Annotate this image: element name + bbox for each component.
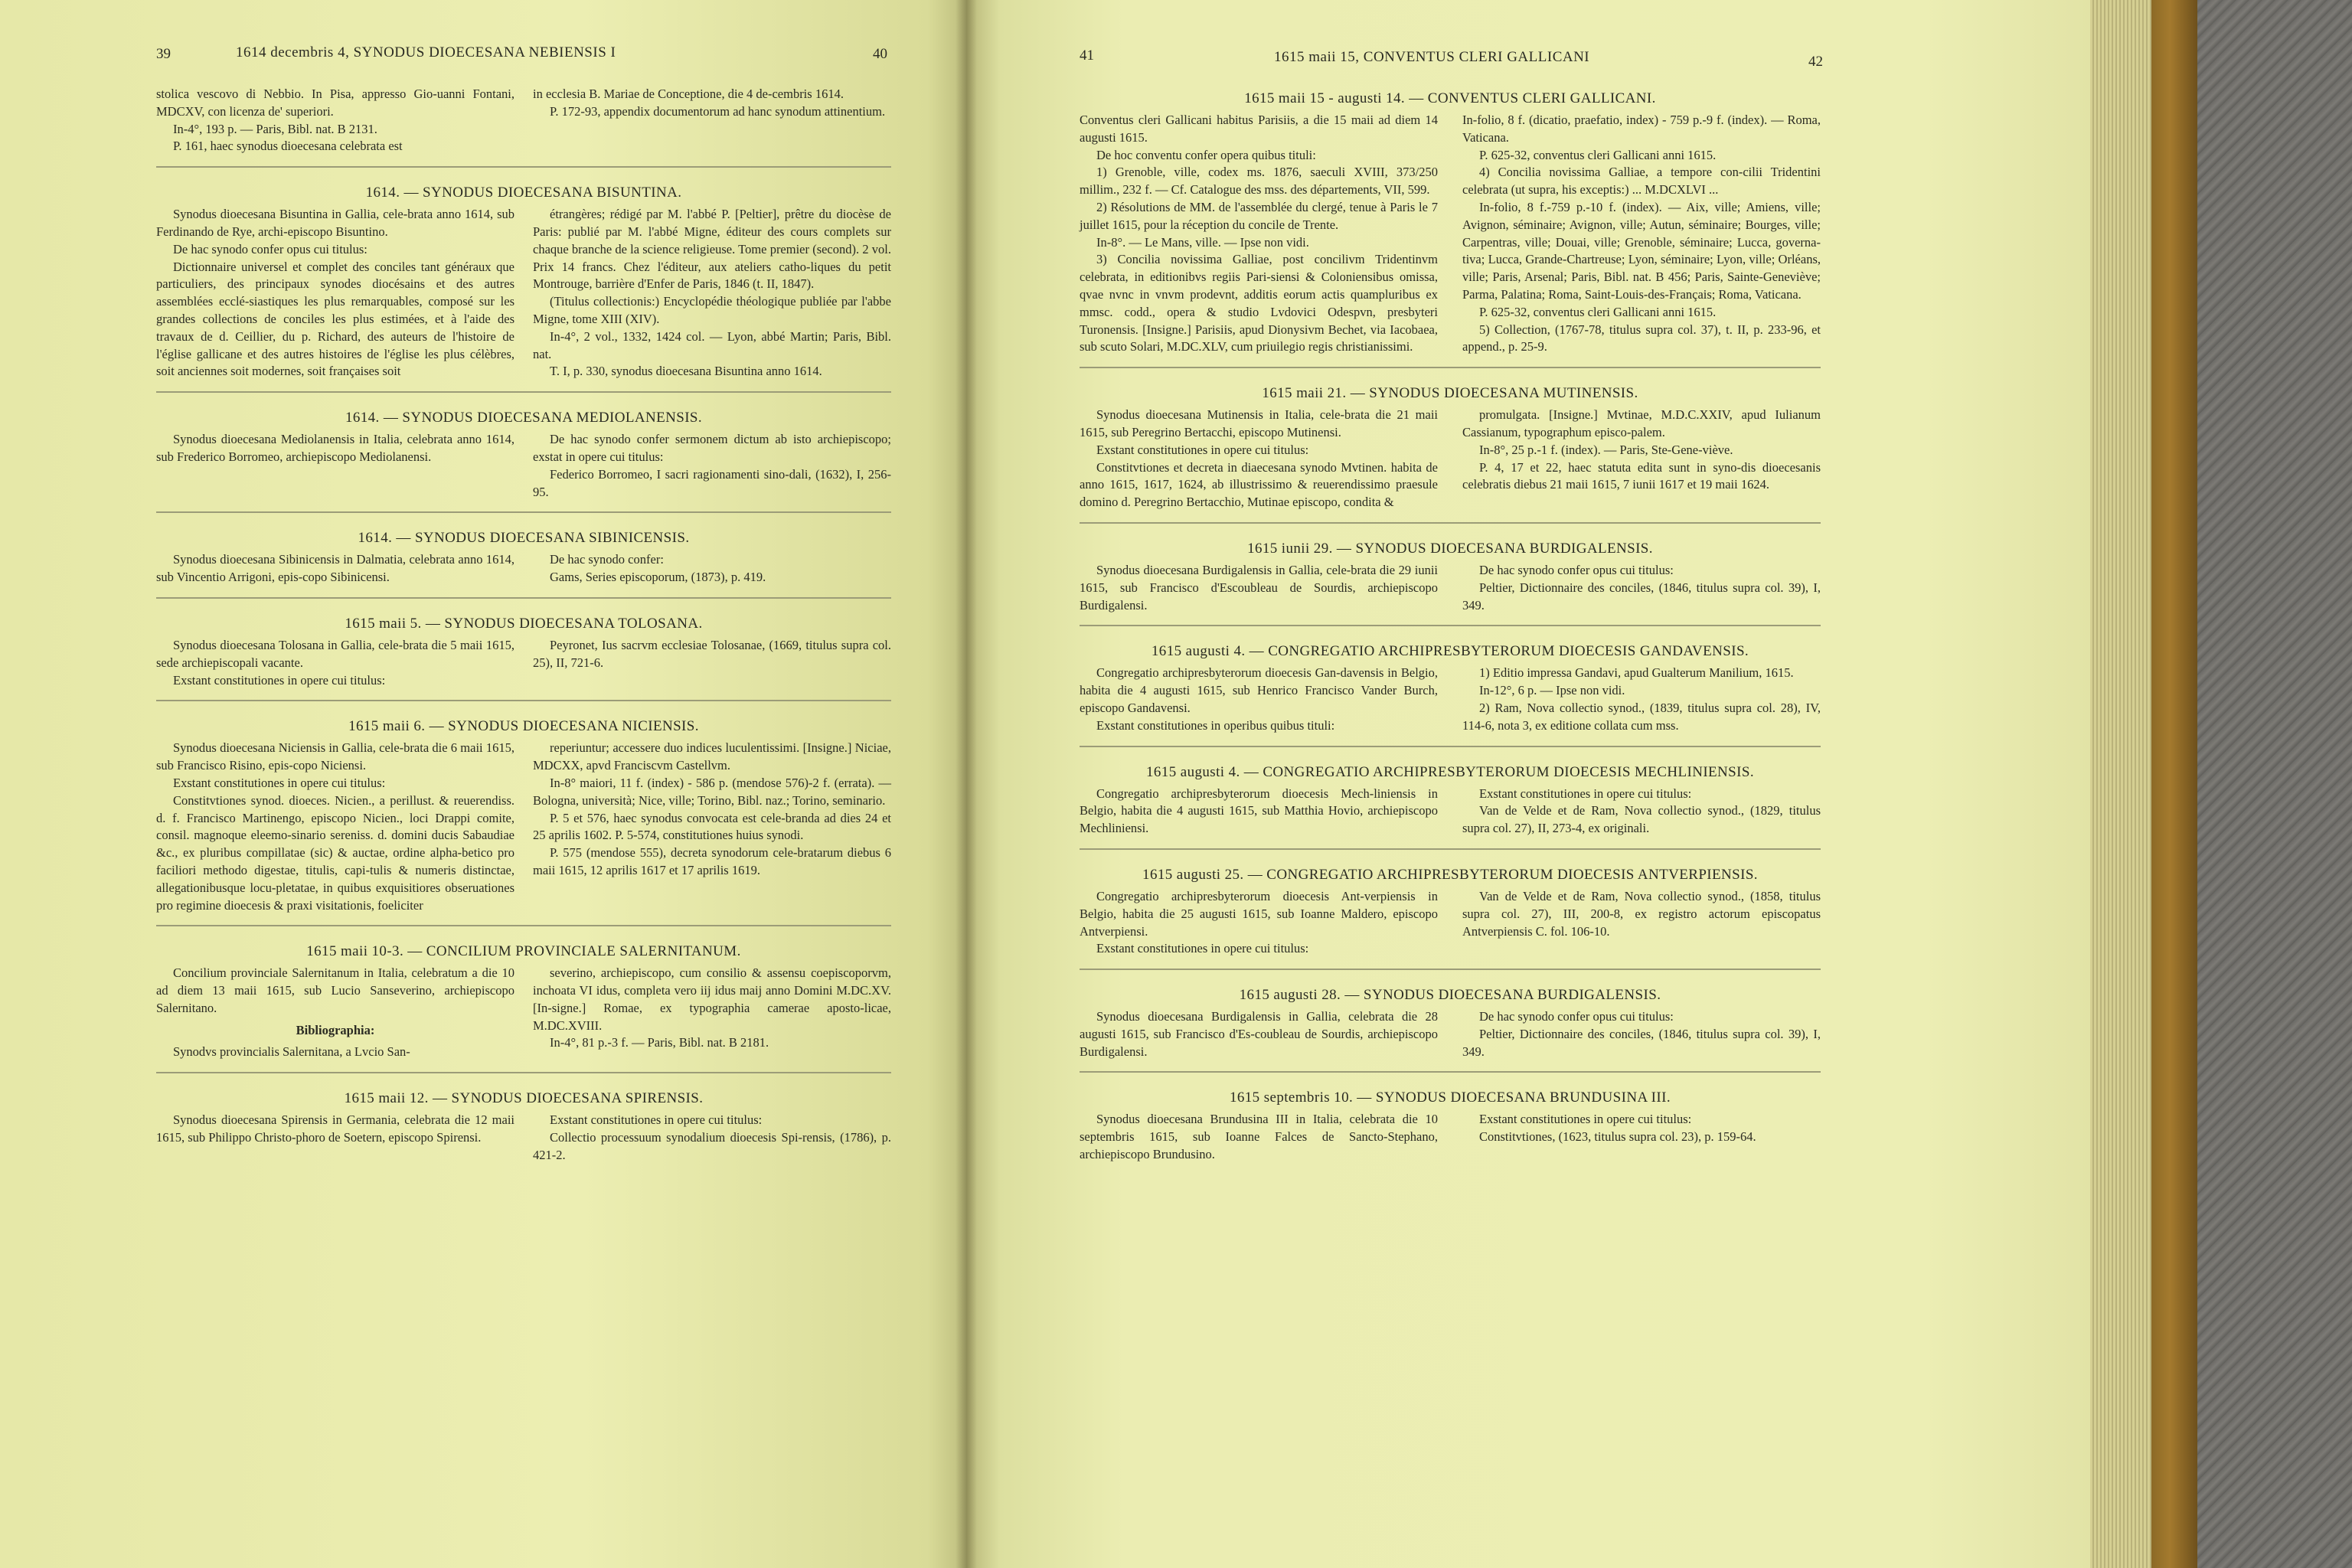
right-content [1080,90,1821,1164]
entry-columns [1080,1111,1821,1163]
entry-column-left [156,740,514,914]
paragraph: De hac synodo confer opus cui titulus: [1479,1009,1674,1024]
section-divider [1080,969,1821,970]
paragraph: Synodus dioecesana Brundusina III in Italia, celebrata die 10 septembris 1615, sub Ioanne Falces de Sancto-Stephano, archiepiscopo Brundusino. [1080,1112,1438,1162]
entry-column-right [1462,1111,1821,1163]
paragraph: P. 575 (mendose 555), decreta synodorum cele-bratarum diebus 6 maii 1615, 12 aprilis 1617 et 17 aprilis 1619. [533,845,891,877]
left-content [156,86,891,1165]
section-divider [1080,625,1821,626]
table-surface [2197,0,2352,1568]
entry-column-right [533,965,891,1061]
entry-column-right [1462,112,1821,356]
entry-heading: 1615 maii 12. — SYNODUS DIOECESANA SPIRENSIS. [344,1090,704,1107]
entry-column-left [1080,888,1438,958]
running-head: 1615 maii 15, CONVENTUS CLERI GALLICANI [1274,49,1590,65]
entry-heading: 1614. — SYNODUS DIOECESANA MEDIOLANENSIS. [345,410,703,426]
entry-block [1080,764,1821,838]
paragraph: Exstant constitutiones in opere cui titulus: [1096,941,1309,956]
paragraph: severino, archiepiscopo, cum consilio & assensu coepiscoporvm, inchoata VI idus, completa vero iij idus maij anno Domini M.DC.XV. [In-signe.] Romae, ex typographia camerae aposto-licae, M.DC.XVIII. [533,965,891,1033]
entry-column-right [533,86,891,155]
paragraph: 3) Concilia novissima Galliae, post concilivm Tridentinvm celebrata, in editionibvs regiis Pari-siensi & Coloniensibus omissa, qvae nvnc in vnvm prodevnt, additis eorum actis quampluribus ex mmsc. codd., opera & studio Lvdovici Odespvn, presbyteri Turonensis. [Insigne.] Parisiis, apud Dionysivm Bechet, via Iacobaea, sub scuto Solari, M.DC.XLV, cum priuilegio regis christianissimi. [1080,252,1438,354]
paragraph: Peyronet, Ius sacrvm ecclesiae Tolosanae, (1669, titulus supra col. 25), II, 721-6. [533,637,891,670]
entry-column-right [1462,665,1821,734]
paragraph: In-8°, 25 p.-1 f. (index). — Paris, Ste-Gene-viève. [1479,442,1733,457]
entry-column-right [533,551,891,586]
entry-column-left [1080,1111,1438,1163]
paragraph: Concilium provinciale Salernitanum in Italia, celebratum a die 10 ad diem 13 maii 1615, sub Lucio Sanseverino, archiepiscopo Salernitano. [156,965,514,1015]
section-divider [156,700,891,701]
paragraph: De hac synodo confer: [550,552,664,567]
section-divider [1080,848,1821,850]
entry-column-left [156,637,514,689]
paragraph: Exstant constitutiones in operibus quibus tituli: [1096,717,1335,733]
paragraph: Federico Borromeo, I sacri ragionamenti sino-dali, (1632), I, 256-95. [533,466,891,499]
entry-column-left [156,965,514,1061]
entry-columns [156,740,891,914]
entry-columns [156,551,891,586]
page-number-42: 42 [1808,54,1823,70]
entry-column-right [1462,1008,1821,1060]
paragraph: Synodus dioecesana Spirensis in Germania, celebrata die 12 maii 1615, sub Philippo Christo-phoro de Soetern, episcopo Spirensi. [156,1112,514,1145]
entry-column-left [156,551,514,586]
paragraph: Congregatio archipresbyterorum dioecesis Ant-verpiensis in Belgio, habita die 25 augusti 1615, sub Ioanne Maldero, episcopo Antverpiensi. [1080,888,1438,939]
paragraph: De hoc conventu confer opera quibus tituli: [1096,147,1316,162]
paragraph: Exstant constitutiones in opere cui titulus: [1096,442,1309,457]
paragraph: Conventus cleri Gallicani habitus Parisiis, a die 15 maii ad diem 14 augusti 1615. [1080,113,1438,145]
paragraph: Peltier, Dictionnaire des conciles, (1846, titulus supra col. 39), I, 349. [1462,580,1821,612]
entry-columns [1080,112,1821,356]
entry-column-right [533,431,891,501]
entry-column-left [1080,407,1438,511]
entry-column-left [1080,562,1438,614]
entry-column-left [156,206,514,381]
entry-heading: 1615 maii 15 - augusti 14. — CONVENTUS CLERI GALLICANI. [1244,90,1656,106]
paragraph: P. 161, haec synodus dioecesana celebrata est [173,139,403,154]
paragraph: Exstant constitutiones in opere cui titulus: [173,672,386,688]
paragraph: étrangères; rédigé par M. l'abbé P. [Peltier], prêtre du diocèse de Paris: publié par M. l'abbé Migne, éditeur des cours complets sur chaque branche de la science religieuse. Tome premier (second). 2 vol. Prix 14 francs. Chez l'éditeur, aux ateliers catho-liques du petit Montrouge, barrière d'Enfer de Paris, 1846 (t. II, 1847). [533,207,891,292]
paragraph: Exstant constitutiones in opere cui titulus: [550,1112,763,1128]
entry-heading: 1614. — SYNODUS DIOECESANA SIBINICENSIS. [358,530,690,547]
paragraph: In-folio, 8 f.-759 p.-10 f. (index). — Aix, ville; Amiens, ville; Avignon, séminaire; Avignon, ville; Autun, séminaire; Bourges, ville; Carpentras, ville; Douai, ville; Grenoble, séminaire; Lucca, governa-tiva; Lucca, Grande-Chartreuse; Lyon, séminaire; Lyon, ville; Orléans, ville; Paris, Arsenal; Paris, Bibl. nat. B 456; Paris, Sainte-Geneviève; Parma, Palatina; Roma, Saint-Louis-des-Français; Roma, Vaticana. [1462,199,1821,302]
paragraph: Congregatio archipresbyterorum dioecesis Gan-davensis in Belgio, habita die 4 augusti 1615, sub Henrico Francisco Vander Burch, episcopo Gandavensi. [1080,665,1438,715]
paragraph: 4) Concilia novissima Galliae, a tempore con-cilii Tridentini celebrata (ut supra, his exceptis:) ... M.DCXLVI ... [1462,165,1821,198]
entry-heading: 1615 maii 21. — SYNODUS DIOECESANA MUTINENSIS. [1262,385,1638,402]
entry-column-right [1462,562,1821,614]
entry-columns [1080,786,1821,838]
paragraph: In-8°. — Le Mans, ville. — Ipse non vidi. [1096,234,1309,250]
paragraph: Synodus dioecesana Bisuntina in Gallia, cele-brata anno 1614, sub Ferdinando de Rye, archi-episcopo Bisuntino. [156,207,514,239]
paragraph: Exstant constitutiones in opere cui titulus: [173,775,386,790]
page-edges [2090,0,2151,1568]
running-head: 1614 decembris 4, SYNODUS DIOECESANA NEBIENSIS I [236,44,616,60]
section-divider [156,1072,891,1073]
paragraph: 1) Grenoble, ville, codex ms. 1876, saeculi XVIII, 373/250 millim., 232 f. — Cf. Catalogue des mss. des départements, VII, 599. [1080,165,1438,198]
entry-block [156,616,891,689]
paragraph: P. 4, 17 et 22, haec statuta edita sunt in syno-dis dioecesanis celebratis diebus 21 maii 1615, 7 iunii 1617 et 19 maii 1624. [1462,459,1821,492]
entry-columns [1080,562,1821,614]
section-divider [1080,746,1821,747]
entry-block [1080,867,1821,958]
entry-column-right [533,740,891,914]
entry-heading: 1615 iunii 29. — SYNODUS DIOECESANA BURDIGALENSIS. [1247,540,1653,557]
entry-block [156,86,891,155]
entry-column-left [1080,1008,1438,1060]
entry-block [156,410,891,501]
entry-columns [1080,1008,1821,1060]
entry-columns [156,206,891,381]
entry-heading: 1615 maii 10-3. — CONCILIUM PROVINCIALE SALERNITANUM. [306,943,741,960]
entry-column-left [1080,786,1438,838]
paragraph: In-4°, 81 p.-3 f. — Paris, Bibl. nat. B 2181. [550,1035,769,1050]
entry-column-left [1080,112,1438,356]
paragraph: P. 5 et 576, haec synodus convocata est cele-branda ad dies 24 et 25 aprilis 1602. P. 5-574, constitutiones huius synodi. [533,810,891,843]
paragraph: In-folio, 8 f. (dicatio, praefatio, index) - 759 p.-9 f. (index). — Roma, Vaticana. [1462,113,1821,145]
paragraph: 2) Ram, Nova collectio synod., (1839, titulus supra col. 28), IV, 114-6, nota 3, ex editione collata cum mss. [1462,700,1821,733]
section-divider [1080,1071,1821,1073]
entry-columns [1080,665,1821,734]
entry-column-right [1462,407,1821,511]
paragraph: In-8° maiori, 11 f. (index) - 586 p. (mendose 576)-2 f. (errata). — Bologna, università; Nice, ville; Torino, Bibl. naz.; Torino, seminario. [533,775,891,808]
entry-columns [156,965,891,1061]
entry-heading: 1615 augusti 4. — CONGREGATIO ARCHIPRESBYTERORUM DIOECESIS GANDAVENSIS. [1151,643,1749,660]
entry-block [1080,643,1821,734]
paragraph: in ecclesia B. Mariae de Conceptione, die 4 de-cembris 1614. [533,87,844,101]
entry-block [156,185,891,381]
entry-column-right [533,1112,891,1164]
entry-heading: 1614. — SYNODUS DIOECESANA BISUNTINA. [365,185,682,201]
section-divider [156,511,891,513]
entry-columns [1080,407,1821,511]
entry-heading: 1615 maii 5. — SYNODUS DIOECESANA TOLOSANA. [345,615,703,632]
paragraph: P. 625-32, conventus cleri Gallicani anni 1615. [1479,304,1717,319]
entry-columns [156,431,891,501]
paragraph: Dictionnaire universel et complet des conciles tant généraux que particuliers, des principaux synodes diocésains et des autres assemblées ecclé-siastiques les plus remarquables, composé sur les grandes collections de conciles les plus estimées, et à l'aide des travaux de d. Ceillier, du p. Richard, des auteurs de l'histoire de l'église gallicane et des autres histoires de l'église les plus célèbres, soit anciennes soit modernes, soit françaises soit [156,259,514,379]
entry-block [156,530,891,586]
paragraph: De hac synodo confer sermonem dictum ab isto archiepiscopo; exstat in opere cui titulus: [533,432,891,464]
paragraph: Synodus dioecesana Tolosana in Gallia, cele-brata die 5 maii 1615, sede archiepiscopali vacante. [156,637,514,670]
entry-heading: 1615 augusti 25. — CONGREGATIO ARCHIPRESBYTERORUM DIOECESIS ANTVERPIENSIS. [1142,866,1758,883]
entry-block [1080,987,1821,1060]
right-page [966,0,2090,1568]
entry-column-right [1462,888,1821,958]
paragraph: Constitvtiones, (1623, titulus supra col. 23), p. 159-64. [1479,1129,1756,1145]
paragraph: Constitvtiones et decreta in diaecesana synodo Mvtinen. habita de anno 1615, 1617, 1624, ab illustrissimo & reuerendissimo praesule domino d. Peregrino Bertacchio, Mutinae episcopo, condita & [1080,459,1438,510]
paragraph: P. 625-32, conventus cleri Gallicani anni 1615. [1479,147,1717,162]
paragraph: P. 172-93, appendix documentorum ad hanc synodum attinentium. [550,103,886,119]
section-divider [156,166,891,168]
left-page [0,0,966,1568]
paragraph: 2) Résolutions de MM. de l'assemblée du clergé, tenue à Paris le 7 juillet 1615, pour la réception du concile de Trente. [1080,199,1438,232]
paragraph: stolica vescovo di Nebbio. In Pisa, appresso Gio-uanni Fontani, MDCXV, con licenza de' superiori. [156,87,514,119]
paragraph: Bibliographia: [296,1022,375,1037]
entry-heading: 1615 augusti 4. — CONGREGATIO ARCHIPRESBYTERORUM DIOECESIS MECHLINIENSIS. [1146,763,1754,780]
paragraph: Gams, Series episcoporum, (1873), p. 419. [550,570,766,585]
paragraph: reperiuntur; accessere duo indices luculentissimi. [Insigne.] Niciae, MDCXX, apvd Franciscvm Castellvm. [533,740,891,773]
entry-column-left [1080,665,1438,734]
section-divider [156,925,891,926]
entry-column-left [156,86,514,155]
paragraph: De hac synodo confer opus cui titulus: [173,241,368,256]
paragraph: T. I, p. 330, synodus dioecesana Bisuntina anno 1614. [550,364,822,379]
paragraph: Synodvs provincialis Salernitana, a Lvcio San- [173,1044,410,1060]
paragraph: Constitvtiones synod. dioeces. Nicien., a perillust. & reuerendiss. d. f. Francisco Martinengo, episcopo Nicien., loci Drappi comite, consil. magnoque eleemo-sinario sereniss. d. domini ducis Sabaudiae &c., ex pluribus compillatae (sic) & auctae, ordine alpha-betico pro faciliori methodo digestae, titulis, capi-tulis & numeris distinctae, allegationibusque locu-pletatae, in quibus exquisitiores obseruationes pro regimine dioecesis & praxi visitationis, foeliciter [156,792,514,913]
paragraph: In-12°, 6 p. — Ipse non vidi. [1479,683,1625,698]
entry-column-right [533,637,891,689]
paragraph: In-4°, 193 p. — Paris, Bibl. nat. B 2131. [173,121,377,136]
page-number-39: 39 [156,46,171,62]
entry-block [1080,385,1821,511]
paragraph: Peltier, Dictionnaire des conciles, (1846, titulus supra col. 39), I, 349. [1462,1026,1821,1059]
entry-block [1080,90,1821,356]
book-cover-edge [2151,0,2197,1568]
paragraph: Synodus dioecesana Burdigalensis in Gallia, celebrata die 28 augusti 1615, sub Francisco d'Es-coubleau de Sourdis, archiepiscopo Burdigalensi. [1080,1009,1438,1059]
paragraph: Van de Velde et de Ram, Nova collectio synod., (1858, titulus supra col. 27), III, 200-8, ex registro actorum episcopatus Antverpiensis C. fol. 106-10. [1462,888,1821,939]
entry-block [156,1090,891,1164]
paragraph: Van de Velde et de Ram, Nova collectio synod., (1829, titulus supra col. 27), II, 273-4, ex originali. [1462,803,1821,836]
section-divider [1080,522,1821,524]
entry-column-left [156,431,514,501]
entry-column-left [156,1112,514,1164]
paragraph: promulgata. [Insigne.] Mvtinae, M.D.C.XXIV, apud Iulianum Cassianum, typographum episco-palem. [1462,407,1821,439]
paragraph: Exstant constitutiones in opere cui titulus: [1479,786,1692,801]
section-divider [156,391,891,393]
paragraph: (Titulus collectionis:) Encyclopédie théologique publiée par l'abbe Migne, tome XIII (XIV). [533,294,891,326]
entry-columns [1080,888,1821,958]
entry-heading: 1615 septembris 10. — SYNODUS DIOECESANA BRUNDUSINA III. [1229,1089,1671,1106]
paragraph: Synodus dioecesana Burdigalensis in Gallia, cele-brata die 29 iunii 1615, sub Francisco d'Escoubleau de Sourdis, archiepiscopo Burdigalensi. [1080,562,1438,612]
entry-columns [156,1112,891,1164]
entry-heading: 1615 augusti 28. — SYNODUS DIOECESANA BURDIGALENSIS. [1239,987,1661,1004]
paragraph: Synodus dioecesana Mutinensis in Italia, cele-brata die 21 maii 1615, sub Peregrino Bertacchi, episcopo Mutinensi. [1080,407,1438,439]
section-divider [156,597,891,599]
paragraph: Congregatio archipresbyterorum dioecesis Mech-liniensis in Belgio, habita die 4 augusti 1615, sub Matthia Hovio, archiepiscopo Mechliniensi. [1080,786,1438,836]
paragraph: Collectio processuum synodalium dioecesis Spi-rensis, (1786), p. 421-2. [533,1130,891,1162]
entry-block [156,718,891,914]
paragraph: In-4°, 2 vol., 1332, 1424 col. — Lyon, abbé Martin; Paris, Bibl. nat. [533,328,891,361]
paragraph: Synodus dioecesana Sibinicensis in Dalmatia, celebrata anno 1614, sub Vincentio Arrigoni, epis-copo Sibinicensi. [156,552,514,585]
paragraph: De hac synodo confer opus cui titulus: [1479,562,1674,577]
paragraph: 5) Collection, (1767-78, titulus supra col. 37), t. II, p. 233-96, et append., p. 25-9. [1462,322,1821,354]
entry-column-right [1462,786,1821,838]
paragraph: Synodus dioecesana Niciensis in Gallia, cele-brata die 6 maii 1615, sub Francisco Risino, epis-copo Niciensi. [156,740,514,773]
page-number-40: 40 [873,46,887,62]
entry-block [156,943,891,1061]
entry-block [1080,1089,1821,1163]
entry-block [1080,541,1821,614]
entry-columns [156,637,891,689]
entry-column-right [533,206,891,381]
entry-columns [156,86,891,155]
book-gutter [956,0,977,1568]
entry-heading: 1615 maii 6. — SYNODUS DIOECESANA NICIENSIS. [348,718,699,735]
page-number-41: 41 [1080,47,1094,64]
paragraph: 1) Editio impressa Gandavi, apud Gualterum Manilium, 1615. [1479,665,1794,681]
section-divider [1080,367,1821,368]
paragraph: Synodus dioecesana Mediolanensis in Italia, celebrata anno 1614, sub Frederico Borromeo, archiepiscopo Mediolanensi. [156,432,514,464]
paragraph: Exstant constitutiones in opere cui titulus: [1479,1112,1692,1127]
